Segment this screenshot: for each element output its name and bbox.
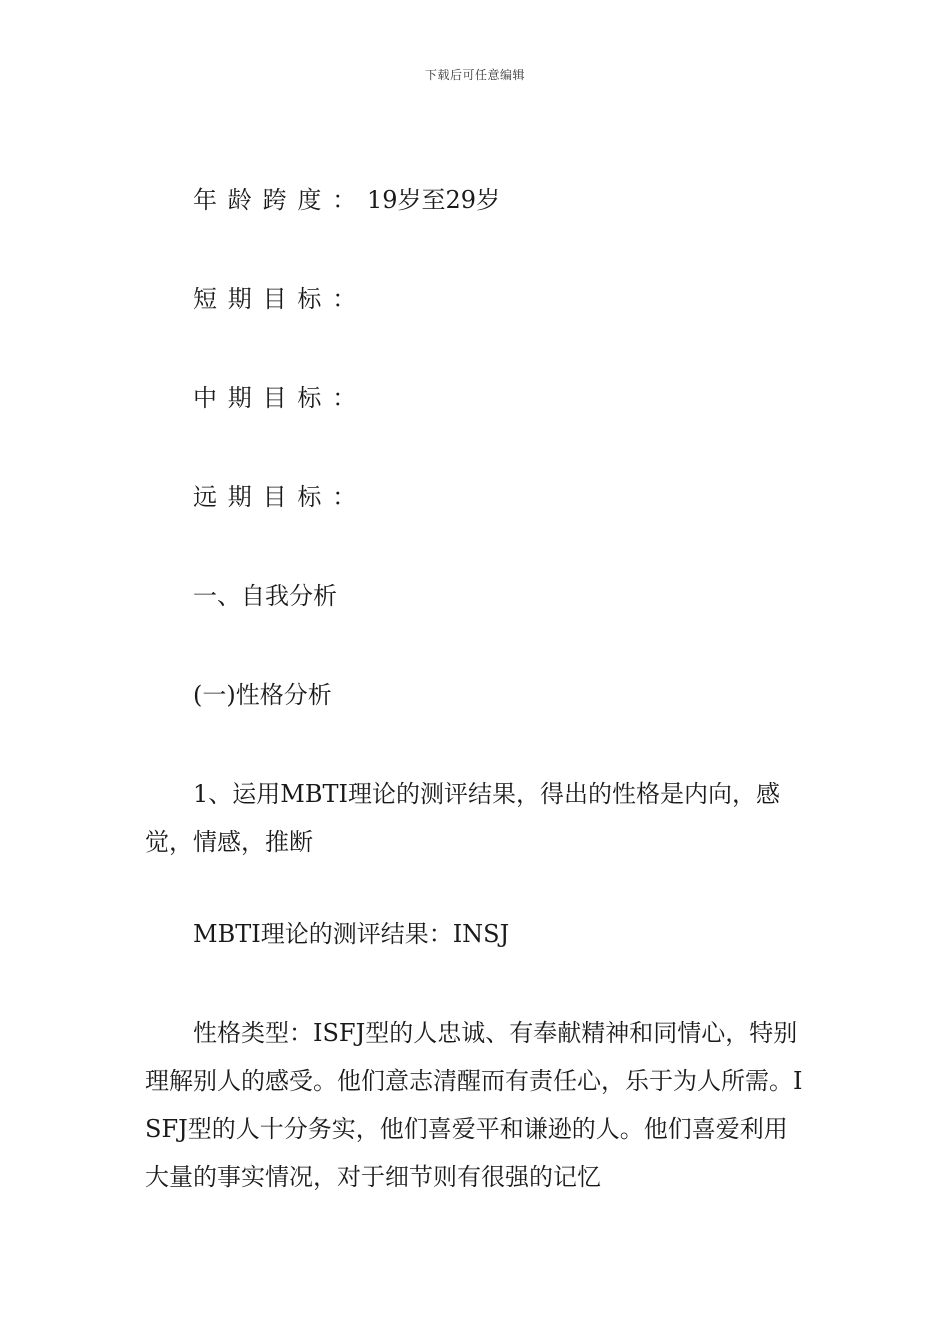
paragraph-personality-type: 性格类型：ISFJ型的人忠诚、有奉献精神和同情心，特别理解别人的感受。他们意志清醒而有责任心，乐于为人所需。ISFJ型的人十分务实，他们喜爱平和谦逊的人。他们喜爱利用大量的事实情况，对于细节则有很强的记忆 — [145, 1019, 803, 1191]
short-term-goal-line — [145, 275, 810, 323]
long-term-goal-label: 远期目标： — [193, 483, 367, 511]
age-span-line — [145, 176, 810, 224]
mid-term-goal-label: 中期目标： — [193, 384, 367, 412]
page-header: 下载后可任意编辑 — [424, 68, 525, 82]
subsection-heading-personality: (一)性格分析 — [193, 681, 332, 709]
paragraph-mbti-code: MBTI理论的测评结果：INSJ — [193, 920, 510, 948]
age-span-value: 19岁至29岁 — [367, 186, 501, 214]
age-span-label: 年龄跨度： — [193, 186, 367, 214]
paragraph-mbti-result: 1、运用MBTI理论的测评结果，得出的性格是内向，感觉，情感，推断 — [145, 780, 780, 856]
short-term-goal-label: 短期目标： — [193, 285, 367, 313]
document-body — [145, 176, 810, 1201]
mid-term-goal-line — [145, 374, 810, 422]
section-heading-self-analysis: 一、自我分析 — [193, 582, 337, 610]
long-term-goal-line — [145, 473, 810, 521]
